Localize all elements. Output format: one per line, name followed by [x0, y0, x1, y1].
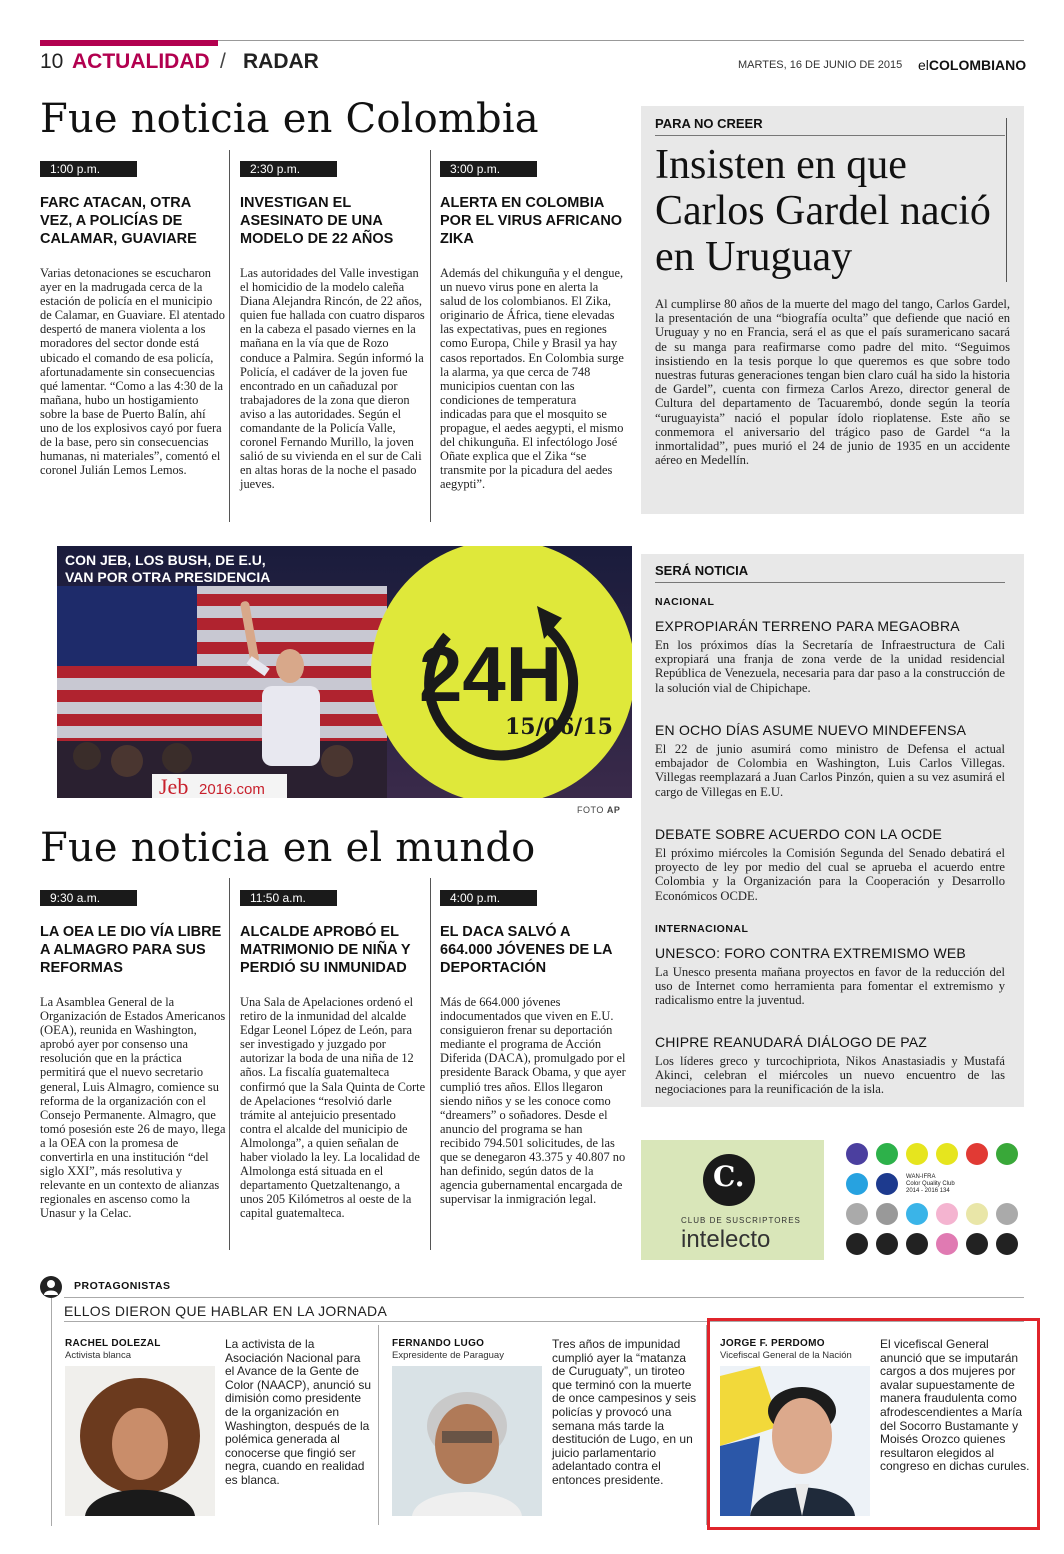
- club-ad: [641, 1140, 824, 1260]
- person-name: FERNANDO LUGO: [392, 1338, 485, 1349]
- person-role: Vicefiscal General de la Nación: [720, 1350, 852, 1361]
- story-body: Además del chikunguña y el dengue, un nuevo virus pone en alerta la salud de los colombianos. El Zika, originario de África, tiene elevadas las expectativas, pues en regiones como Europa, Chile y Brasil ya hay casos reportados. En Colombia surge la alarma, ya que cerca de 748 municipios cuentan con las condiciones de temperatura indicadas para que el mosquito se propague, el aedes aegypti, el mismo del chikunguña. El infectólogo José Oñate explica que el Zika “se transmite por la picadura del aedes aegypti”.: [440, 266, 624, 492]
- badge-date: 15/06/15: [505, 714, 613, 740]
- club-line: CLUB DE SUSCRIPTORES: [681, 1216, 801, 1225]
- sn-headline: CHIPRE REANUDARÁ DIÁLOGO DE PAZ: [655, 1034, 927, 1050]
- story-title: ALCALDE APROBÓ EL MATRIMONIO DE NIÑA Y PERDIÓ SU INMUNIDAD: [240, 924, 411, 976]
- column-rule: [229, 150, 230, 522]
- column-rule: [430, 878, 431, 1250]
- story-body: Las autoridades del Valle investigan el homicidio de la modelo caleña Diana Alejandra Rincón, de 22 años, quien fue hallada con cuatro disparos en la cabeza el pasado viernes en la mañana en la vía que de Rozo conduce a Palmira. Según informó la Policía, el cadáver de la joven fue encontrado en un cañaduzal por trabajadores de la zona que dieron aviso a las autoridades. Según el comandante de la Policía Valle, coronel Fernando Murillo, la joven salió de su vivienda en el sur de Cali en altas horas de la noche el pasado jueves.: [240, 266, 425, 492]
- story-body: Varias detonaciones se escucharon ayer en la madrugada cerca de la estación de policía en el municipio de Calamar, en Guaviare. El atentado despertó de manera violenta a los moradores del sector donde está ubicado el comando de esa policía, afortunadamente sin consecuencias qué lamentar. “Como a las 4:30 de la mañana, hubo un hostigamiento sobre la base de Puerto Balín, ahí uno de los explosivos cayó por fuera de la base, pero sin consecuencias humanas, ni materiales”, comentó el coronel Julián Lemos Lemos.: [40, 266, 225, 478]
- column-rule: [430, 150, 431, 522]
- newspaper-logo: [918, 57, 1026, 73]
- photo-credit: [577, 805, 620, 815]
- badge-24h: 24H: [419, 630, 563, 718]
- story-title: ALERTA EN COLOMBIA POR EL VIRUS AFRICANO ZIKA: [440, 195, 623, 247]
- column-rule: [378, 1325, 379, 1525]
- colombia-story-1: [40, 158, 226, 477]
- colombia-heading: Fue noticia en Colombia: [40, 96, 539, 142]
- mundo-story-3: [440, 887, 626, 1206]
- person-photo: [720, 1366, 870, 1516]
- column-rule: [229, 878, 230, 1250]
- club-name: intelecto: [681, 1226, 771, 1253]
- person-name: JORGE F. PERDOMO: [720, 1338, 825, 1349]
- subsection-name: RADAR: [243, 50, 319, 73]
- sn-headline: EN OCHO DÍAS ASUME NUEVO MINDEFENSA: [655, 722, 967, 738]
- sn-body: Los líderes greco y turcochipriota, Nikos Anastasiadis y Mustafá Akinci, celebran el miércoles un nuevo encuentro de las negociaciones para la reunificación de la isla.: [655, 1054, 1005, 1097]
- photo-caption-line2: VAN POR OTRA PRESIDENCIA: [65, 569, 271, 585]
- section-name: ACTUALIDAD: [72, 50, 210, 73]
- story-time: 3:00 p.m.: [440, 161, 537, 177]
- sn-body: La Unesco presenta mañana proyectos en favor de la reducción del uso de Internet como herramienta para fomentar el extremismo y radicalismo entre la juventud.: [655, 965, 1005, 1008]
- portrait-illustration: [392, 1366, 542, 1516]
- mundo-story-2: [240, 887, 426, 1221]
- protagonistas-subtitle: ELLOS DIERON QUE HABLAR EN LA JORNADA: [64, 1303, 388, 1319]
- category-national: NACIONAL: [655, 596, 715, 608]
- colombia-story-2: [240, 158, 426, 492]
- person-text: El vicefiscal General anunció que se imputarán cargos a dos mujeres por avalar supuestamente de manera fraudulenta como afrodescendientes a María del Socorro Bustamante y Moisés Orozco quienes resultaron elegidos al congreso en dichas curules.: [880, 1337, 1030, 1474]
- story-title: INVESTIGAN EL ASESINATO DE UNA MODELO DE 22 AÑOS: [240, 195, 394, 247]
- para-no-creer-title: Insisten en que Carlos Gardel nació en Uruguay: [655, 142, 991, 280]
- logo-name: COLOMBIANO: [928, 57, 1027, 73]
- person-glyph: [40, 1276, 62, 1298]
- person-photo: [392, 1366, 542, 1516]
- sn-headline: EXPROPIARÁN TERRENO PARA MEGAOBRA: [655, 618, 960, 634]
- section-rule: [64, 1297, 1024, 1298]
- person-text: La activista de la Asociación Nacional para el Avance de la Gente de Color (NAACP), anunció su dimisión como presidente de la organización en Washington, después de la polémica generada al conocerse que fingió ser negra, cuando en realidad es blanca.: [225, 1337, 372, 1487]
- story-time: 9:30 a.m.: [40, 890, 137, 906]
- story-time: 4:00 p.m.: [440, 890, 537, 906]
- box-rule: [655, 135, 1005, 136]
- sn-item: [655, 826, 1005, 903]
- story-title: EL DACA SALVÓ A 664.000 JÓVENES DE LA DEPORTACIÓN: [440, 924, 612, 976]
- protagonistas-label: PROTAGONISTAS: [74, 1280, 171, 1292]
- photo-caption: [65, 552, 270, 586]
- story-body: La Asamblea General de la Organización de Estados Americanos (OEA), reunida en Washington, aprobó ayer por consenso una resolución que en la práctica permitirá que el nuevo secretario general, Luis Almagro, comience su reforma de la organización con el Consejo Permanente. Almagro, que tomó posesión este 26 de mayo, llega a la OEA con la promesa de convertirla en una institución “del siglo XXI”, más resolutiva y relevante en un contexto de alianzas regionales en ascenso como la Unasur y la Celac.: [40, 995, 226, 1221]
- person-name: RACHEL DOLEZAL: [65, 1338, 161, 1349]
- category-international: INTERNACIONAL: [655, 923, 749, 935]
- story-time: 2:30 p.m.: [240, 161, 337, 177]
- sn-headline: DEBATE SOBRE ACUERDO CON LA OCDE: [655, 826, 942, 842]
- mundo-story-1: [40, 887, 226, 1221]
- photo-caption-line1: CON JEB, LOS BUSH, DE E.U,: [65, 552, 266, 568]
- story-title: FARC ATACAN, OTRA VEZ, A POLICÍAS DE CALAMAR, GUAVIARE: [40, 195, 197, 247]
- sn-item: [655, 722, 1005, 799]
- section-vertical-rule: [51, 1298, 52, 1526]
- sn-item: [655, 1034, 1005, 1097]
- sign-suffix: 2016.com: [199, 781, 265, 798]
- person-text: Tres años de impunidad cumplió ayer la “matanza de Curuguaty”, un tiroteo que terminó con la muerte de once campesinos y seis policías y provocó una semana más tarde la destitución de Lugo, en un juicio parlamentario adelantado contra el entonces presidente.: [552, 1337, 697, 1487]
- story-time: 11:50 a.m.: [240, 890, 337, 906]
- person-role: Expresidente de Paraguay: [392, 1350, 504, 1361]
- logo-prefix: el: [918, 57, 929, 73]
- waniffra-line: Color Quality Club: [906, 1181, 955, 1187]
- para-no-creer-label: PARA NO CREER: [655, 116, 763, 131]
- waniffra-line: WAN-IFRA: [906, 1174, 936, 1180]
- sign-jeb: Jeb: [159, 774, 189, 798]
- credit-prefix: FOTO: [577, 805, 604, 815]
- person-icon: [40, 1276, 62, 1298]
- waniffra-line: 2014 - 2016 134: [906, 1188, 950, 1194]
- portrait-illustration: [65, 1366, 215, 1516]
- story-body: Más de 664.000 jóvenes indocumentados que viven en E.U. consiguieron frenar su deportación mediante el programa de Acción Diferida (DACA), promulgado por el presidente Barack Obama, y que ayer cumplió tres años. Ellos llegaron siendo niños y se les conoce como “dreamers” o soñadores. Desde el anuncio del programa se han recibido 794.501 solicitudes, de las que se denegaron 43.375 y 40.807 no han definido, según datos de la agencia gubernamental encargada de supervisar la inmigración legal.: [440, 995, 626, 1207]
- sn-headline: UNESCO: FORO CONTRA EXTREMISMO WEB: [655, 945, 966, 961]
- person-photo: [65, 1366, 215, 1516]
- credit-source: AP: [606, 805, 621, 815]
- box-rule: [655, 582, 1005, 583]
- story-title: LA OEA LE DIO VÍA LIBRE A ALMAGRO PARA SUS REFORMAS: [40, 924, 222, 976]
- mundo-heading: Fue noticia en el mundo: [40, 825, 536, 871]
- issue-date: MARTES, 16 DE JUNIO DE 2015: [738, 59, 903, 71]
- story-body: Una Sala de Apelaciones ordenó el retiro de la inmunidad del alcalde Edgar Leonel López de León, para ser investigado y juzgado por autorizar la boda de una niña de 12 años. La fiscalía guatemalteca confirmó que la Sala Quinta de Corte de Apelaciones “resolvió darle trámite al antejuicio presentado contra el alcalde del municipio de Almolonga”, a quien señalan de haber violado la ley. La localidad de Almolonga está situada en el departamento Quetzaltenango, a unos 205 Kilómetros al oeste de la capital guatemalteca.: [240, 995, 426, 1221]
- colombia-story-3: [440, 158, 626, 492]
- story-time: 1:00 p.m.: [40, 161, 137, 177]
- para-no-creer-body: Al cumplirse 80 años de la muerte del mago del tango, Carlos Gardel, la presentación de una “biografía oculta” que defiende que nació en Uruguay y no en Francia, será el as que el país suramericano sacará de su manga para reafirmarse como padre del mito. “Seguimos insistiendo en la tesis porque lo que queremos es que sobre todo nuestras futuras generaciones tengan bien claro cuál ha sido la historia de Gardel”, cuenta con firmeza Carlos Arezo, director general de Cultura del departamento de Tacuarembó, donde según la teoría “uruguayista” nació el popular ídolo rioplatense. Este año se conmemora el aniversario del trágico paso de Gardel “a la inmortalidad”, pues murió el 24 de junio de 1935 en un accidente aéreo en Medellín.: [655, 297, 1010, 468]
- page-number: 10: [40, 50, 64, 73]
- sn-item: [655, 945, 1005, 1008]
- section-color-bar: [40, 40, 218, 46]
- sn-body: El 22 de junio asumirá como ministro de Defensa el actual embajador de Colombia en Washington, Luis Carlos Villegas. Villegas reemplazará a Juan Carlos Pinzón, quien a su vez asumirá el cargo de Villegas en E.U.: [655, 742, 1005, 799]
- color-swatches: [844, 1140, 1024, 1260]
- sn-body: El próximo miércoles la Comisión Segunda del Senado debatirá el proyecto de ley por medio del cual se aprueba el acuerdo entre Colombia y la Organización para la Cooperación y Desarrollo Económicos OCDE.: [655, 846, 1005, 903]
- box-vertical-rule: [1006, 118, 1007, 282]
- section-separator: /: [220, 50, 226, 73]
- sera-noticia-label: SERÁ NOTICIA: [655, 563, 749, 578]
- club-logo: C.: [713, 1160, 745, 1193]
- sn-item: [655, 618, 1005, 695]
- waniffra-text: [906, 1174, 955, 1195]
- person-role: Activista blanca: [65, 1350, 132, 1361]
- sn-body: En los próximos días la Secretaría de Infraestructura de Cali expropiará una franja de zona verde de la unidad residencial República de Venezuela, necesaria para dar paso a la construcción de la solución vial de Chipichape.: [655, 638, 1005, 695]
- portrait-illustration: [720, 1366, 870, 1516]
